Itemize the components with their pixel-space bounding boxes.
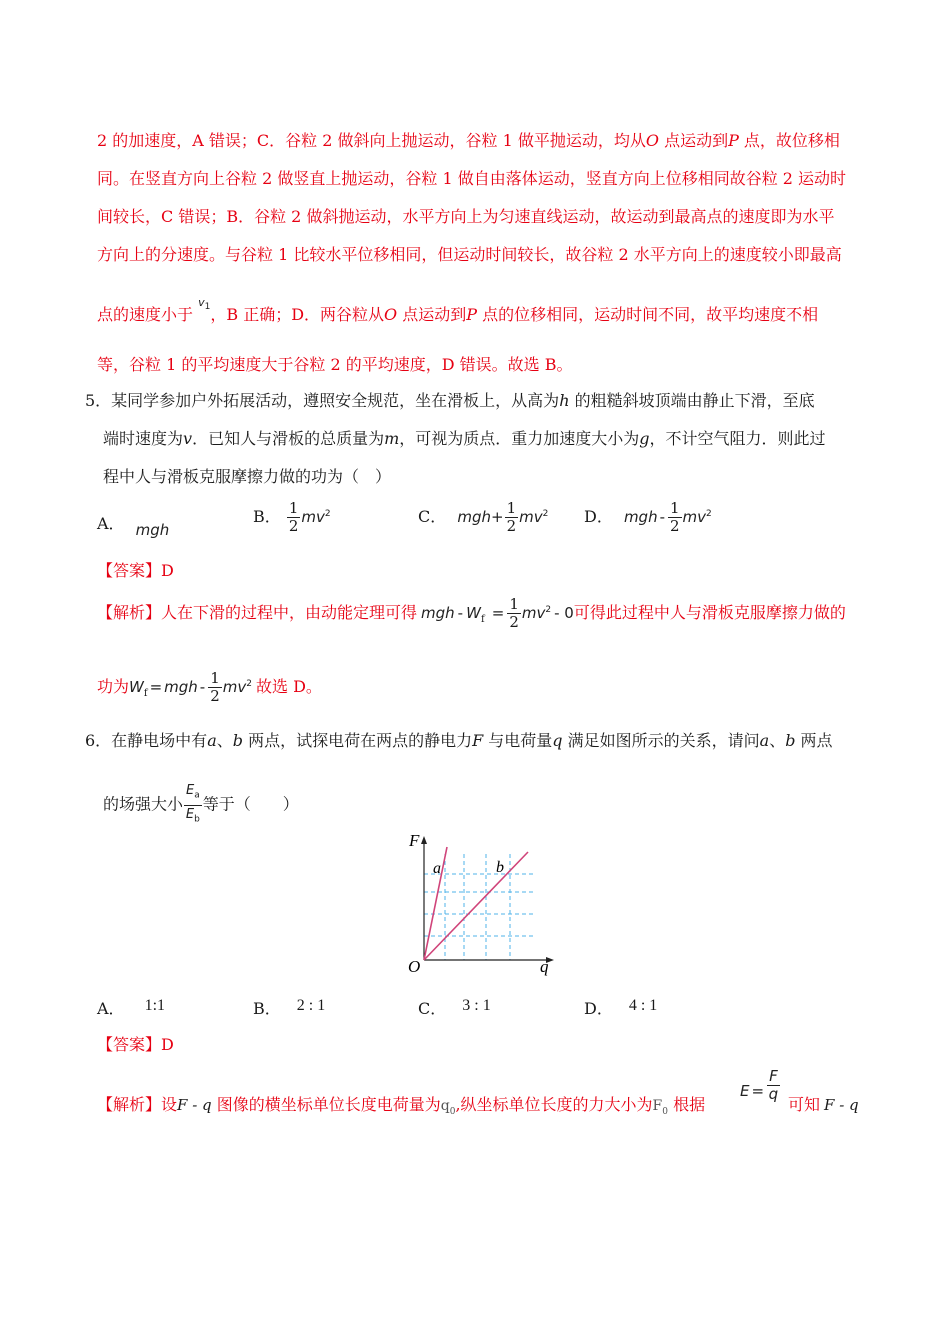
q5-option-b[interactable]: B． $\frac{1}{2}$ $mv^2$ bbox=[253, 499, 331, 535]
q6-option-b[interactable]: B． 2 : 1 bbox=[253, 997, 326, 1018]
label-F: F bbox=[409, 831, 420, 850]
q6-answer: 【答案】D bbox=[97, 1035, 174, 1054]
label-q: q bbox=[540, 957, 549, 976]
label-a: a bbox=[433, 860, 441, 877]
q5-option-c[interactable]: C． mgh+ $\frac{1}{2}$ $mv^2$ bbox=[418, 499, 549, 535]
q4-analysis-line-2: 同。在竖直方向上谷粒 2 做竖直上抛运动，谷粒 1 做自由落体运动，竖直方向上位移相同故谷粒 2 运动时 bbox=[97, 169, 847, 188]
label-b: b bbox=[496, 859, 504, 876]
fraction-f-over-q: $\frac{F}{q}$ bbox=[768, 1067, 779, 1103]
q6-stem-line-1: 6．在静电场中有a、b 两点，试探电荷在两点的静电力F 与电荷量q 满足如图所示的关系，请问a、b 两点 bbox=[85, 731, 833, 750]
f-q-graph bbox=[400, 826, 560, 976]
fraction-half: $\frac{1}{2}$ bbox=[506, 499, 517, 535]
v1-symbol: v1 bbox=[198, 296, 211, 313]
q4-analysis-line-4: 方向上的分速度。与谷粒 1 比较水平位移相同，但运动时间较长，故谷粒 2 水平方向上的速度较小即最高 bbox=[97, 245, 842, 264]
q6-analysis-tail: 可知 F - q bbox=[788, 1095, 859, 1114]
q4-analysis-line-6: 等，谷粒 1 的平均速度大于谷粒 2 的平均速度，D 错误。故选 B。 bbox=[97, 355, 573, 374]
q6-analysis-line-1: 【解析】设F - q 图像的横坐标单位长度电荷量为$q_0$,纵坐标单位长度的力大小为$F_0$ 根据 bbox=[97, 1095, 706, 1118]
fraction-half: $\frac{1}{2}$ bbox=[210, 669, 220, 705]
e-formula: E = $\frac{F}{q}$ bbox=[740, 1067, 779, 1103]
q6-stem-line-2: 的场强大小 $\frac{E_a}{E_b}$ 等于（ ） bbox=[103, 782, 299, 828]
fraction-half: $\frac{1}{2}$ bbox=[670, 499, 680, 535]
q5-answer: 【答案】D bbox=[97, 561, 174, 580]
q4-analysis-line-1: 2 的加速度，A 错误；C．谷粒 2 做斜向上抛运动，谷粒 1 做平抛运动，均从O 点运动到P 点，故位移相 bbox=[97, 131, 840, 150]
ratio-ea-eb: $\frac{E_a}{E_b}$ bbox=[185, 783, 200, 825]
q6-option-d[interactable]: D． 4 : 1 bbox=[584, 997, 658, 1018]
label-O: O bbox=[408, 957, 421, 976]
q5-stem-line-2: 端时速度为v．已知人与滑板的总质量为m，可视为质点．重力加速度大小为g，不计空气阻力．则此过 bbox=[103, 429, 826, 448]
f-axis-arrow bbox=[421, 836, 427, 844]
q5-stem-line-3: 程中人与滑板克服摩擦力做的功为（ ） bbox=[103, 467, 392, 486]
q6-option-c[interactable]: C． 3 : 1 bbox=[418, 997, 491, 1018]
q5-stem-line-1: 5．某同学参加户外拓展活动，遵照安全规范，坐在滑板上，从高为h 的粗糙斜坡顶端由静止下滑，至底 bbox=[85, 391, 815, 410]
q5-option-d[interactable]: D． mgh - $\frac{1}{2}$ $mv^2$ bbox=[584, 499, 712, 535]
fraction-half: $\frac{1}{2}$ bbox=[509, 595, 519, 631]
fraction-half: $\frac{1}{2}$ bbox=[288, 499, 299, 535]
q5-analysis-line-2: 功为$W_f$ = mgh - $\frac{1}{2}$ $mv^2$ 故选 D。 bbox=[97, 669, 322, 705]
q5-analysis-line-1: 【解析】人在下滑的过程中，由动能定理可得 mgh - $W_f$ = $\frac{1}{2}$ $mv^2 - 0$可得此过程中人与滑板克服摩擦力做的 bbox=[97, 595, 846, 631]
q4-analysis-line-5: 点的速度小于 $^{v_1}$，B 正确；D．两谷粒从O 点运动到P 点的位移相同，运动时间不同，故平均速度不相 bbox=[97, 296, 819, 324]
q4-analysis-line-3: 间较长，C 错误；B．谷粒 2 做斜抛运动，水平方向上为匀速直线运动，故运动到最高点的速度即为水平 bbox=[97, 207, 835, 226]
q5-option-a[interactable]: A． mgh bbox=[97, 514, 170, 539]
q6-option-a[interactable]: A． 1:1 bbox=[97, 997, 166, 1018]
